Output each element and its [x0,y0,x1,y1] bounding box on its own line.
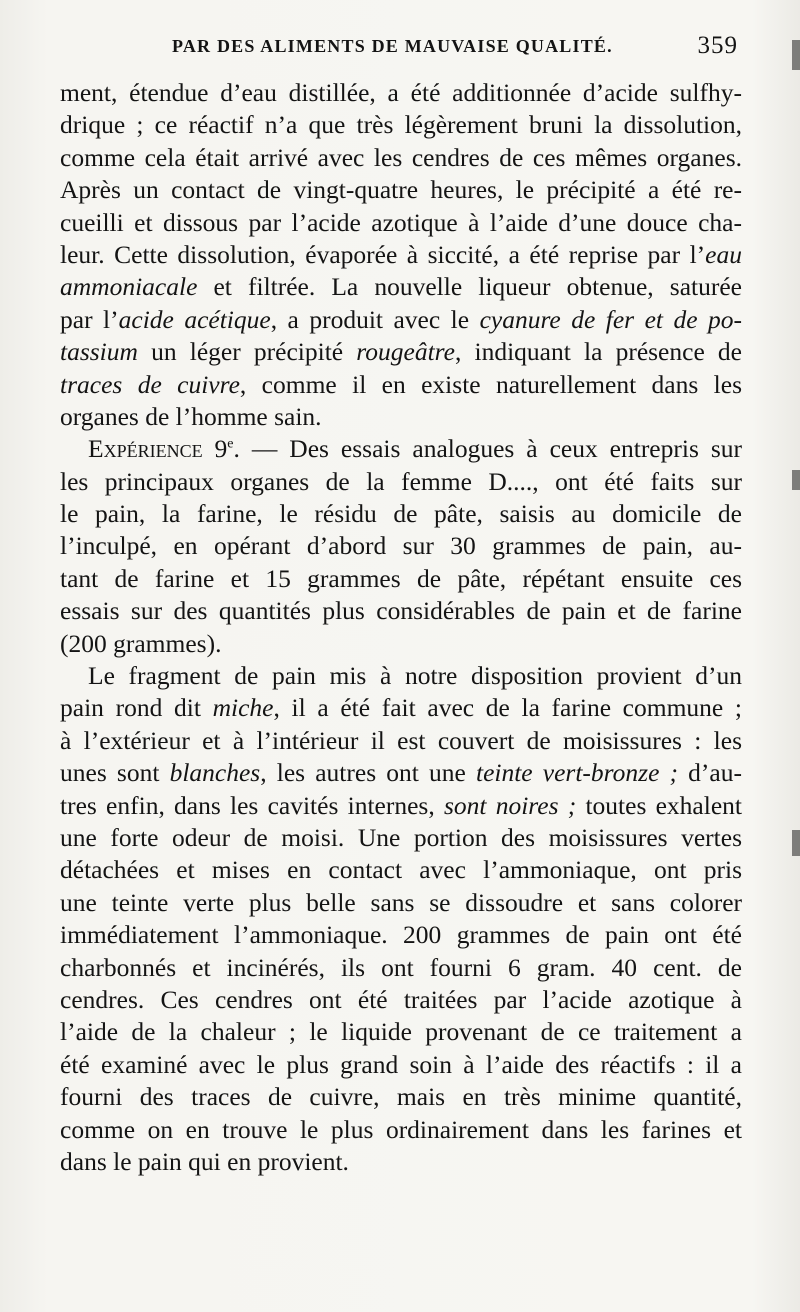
text-run: tres enfin, dans les cavités internes, [60,790,444,820]
text-line [60,304,742,336]
text-run: unes sont [60,758,170,788]
text-run: l’aide de la chaleur ; le liquide provenant de ce traitement a [60,1017,742,1047]
body-text [60,77,742,1178]
text-run: une teinte verte plus belle sans se dissoudre et sans colorer [60,887,742,917]
text-line [60,1049,742,1081]
italic-run: tassium [60,337,138,367]
text-run: . — Des essais analogues à ceux entrepris sur [233,434,742,464]
italic-run: sont noires ; [443,790,577,820]
italic-run: traces de cuivre [60,369,240,399]
running-head: PAR DES ALIMENTS DE MAUVAISE QUALITÉ. [172,36,613,56]
text-line [60,595,742,627]
text-run: à l’extérieur et à l’intérieur il est couvert de moisissures : les [60,725,742,755]
text-run: organes de l’homme sain. [60,401,322,431]
text-line [60,1114,742,1146]
text-line [60,498,742,530]
text-line [60,692,742,724]
text-run: par l’ [60,304,119,334]
text-run: , indiquant la présence de [454,337,742,367]
text-line [60,660,742,692]
italic-run: cyanure de fer et de po- [479,304,742,334]
text-run: cendres. Ces cendres ont été traitées par l’acide azotique à [60,984,742,1014]
text-line [60,207,742,239]
text-run: immédiatement l’ammoniaque. 200 grammes de pain ont été [60,920,742,950]
text-run: détachées et mises en contact avec l’ammoniaque, ont pris [60,855,742,885]
text-run: pain rond dit [60,693,213,723]
page-header [60,30,740,70]
small-caps-run: Expérience 9 [88,434,228,464]
text-line [60,952,742,984]
italic-run: rougeâtre [356,337,455,367]
page-edge-shadow [792,40,800,70]
text-line [60,563,742,595]
text-run: l’inculpé, en opérant d’abord sur 30 grammes de pain, au- [60,531,742,561]
text-line [60,790,742,822]
text-run: , les autres ont une [260,758,476,788]
page-edge-shadow [792,470,800,490]
text-run: leur. Cette dissolution, évaporée à siccité, a été reprise par l’ [60,239,706,269]
text-run: cueilli et dissous par l’acide azotique à l’aide d’une douce cha- [60,207,742,237]
text-run: une forte odeur de moisi. Une portion des moisissures vertes [60,822,742,852]
text-line [60,1081,742,1113]
text-run: Après un contact de vingt-quatre heures, le précipité a été re- [60,175,742,205]
text-run: , a produit avec le [270,304,480,334]
text-run: charbonnés et incinérés, ils ont fourni 6 gram. 40 cent. de [60,952,742,982]
text-run: e [227,436,234,452]
text-line [60,530,742,562]
text-line [60,854,742,886]
text-run: le pain, la farine, le résidu de pâte, saisis au domicile de [60,499,742,529]
text-run: été examiné avec le plus grand soin à l’aide des réactifs : il a [60,1049,742,1079]
text-run: un léger précipité [137,337,357,367]
italic-run: blanches [169,758,261,788]
text-run: essais sur des quantités plus considérables de pain et de farine [60,596,742,626]
text-run: comme on en trouve le plus ordinairement dans les farines et [60,1114,742,1144]
text-line [60,822,742,854]
text-line [60,628,742,660]
text-line [60,466,742,498]
text-run: les principaux organes de la femme D...., ont été faits sur [60,466,742,496]
text-run: comme cela était arrivé avec les cendres de ces mêmes organes. [60,142,742,172]
text-run: ment, étendue d’eau distillée, a été additionnée d’acide sulfhy- [60,78,742,107]
text-line [60,109,742,141]
italic-run: acide acétique [118,304,271,334]
page-number: 359 [697,32,738,59]
text-line [60,984,742,1016]
text-line [60,142,742,174]
text-run: drique ; ce réactif n’a que très légèrement bruni la dissolution, [60,110,742,140]
text-line [60,725,742,757]
text-line [60,1016,742,1048]
text-run: , il a été fait avec de la farine commune ; [273,693,742,723]
text-line [60,433,742,465]
text-line [60,239,742,271]
text-run: (200 grammes). [60,628,222,658]
italic-run: eau [705,239,742,269]
text-line [60,401,742,433]
text-line [60,369,742,401]
text-run: tant de farine et 15 grammes de pâte, répétant ensuite ces [60,563,742,593]
text-line [60,919,742,951]
text-run: d’au- [678,758,742,788]
text-run: dans le pain qui en provient. [60,1146,349,1176]
text-line [60,1146,742,1178]
text-line [60,174,742,206]
italic-run: ammoniacale [60,272,198,302]
text-run: Le fragment de pain mis à notre disposition provient d’un [88,661,742,691]
text-line [60,757,742,789]
text-line [60,271,742,303]
text-line [60,77,742,109]
text-run: et filtrée. La nouvelle liqueur obtenue, saturée [197,272,742,302]
italic-run: miche [212,693,274,723]
text-run: , comme il en existe naturellement dans les [239,369,742,399]
page-edge-shadow [792,830,800,856]
text-run: fourni des traces de cuivre, mais en très minime quantité, [60,1082,742,1112]
text-line [60,887,742,919]
text-line [60,336,742,368]
italic-run: teinte vert-bronze ; [475,758,679,788]
text-run: toutes exhalent [576,790,742,820]
